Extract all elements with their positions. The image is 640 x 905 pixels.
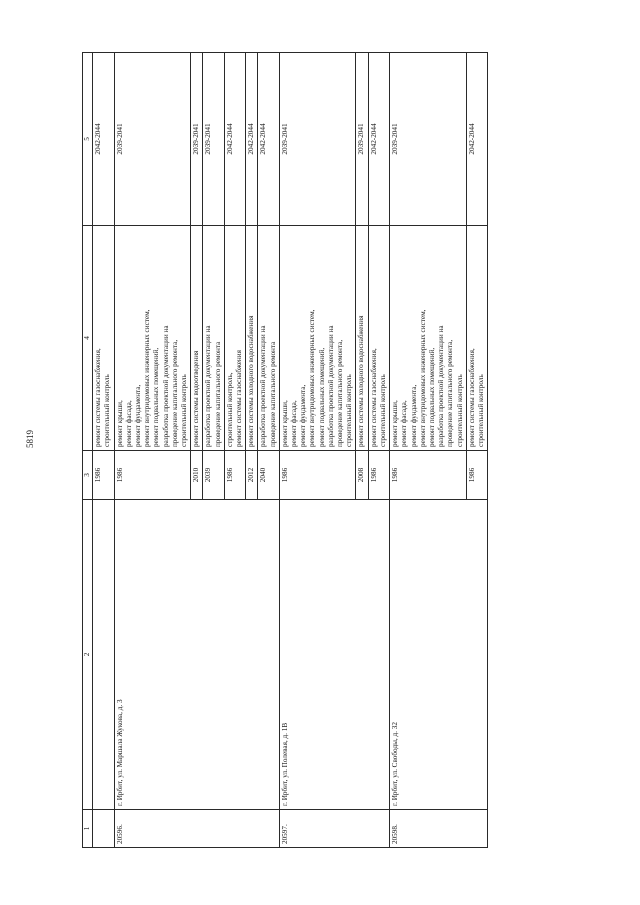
period-cell: 2042-2044 [93,53,114,226]
work-line: строительный контроль [378,374,387,447]
work-line: разработка проектной документации на [161,325,170,447]
work-line: ремонт фасада, [400,400,409,447]
period-cell: 2042-2044 [466,53,487,226]
work-line: ремонт фундамента, [134,384,143,447]
work-line: разработка проектной документации на [326,325,335,447]
work-type-cell [224,226,245,451]
work-line: ремонт крыши, [391,400,400,447]
work-line: ремонт подвальных помещений, [317,347,326,447]
year-cell: 1986 [279,451,356,500]
work-line: ремонт системы газоснабжения, [467,348,476,447]
year-cell: 1986 [93,451,114,500]
work-line: строительный контроль [455,374,464,447]
work-line: ремонт системы водоотведения [192,350,201,447]
year-cell: 1986 [224,451,245,500]
row-number-cell: 20597. [279,810,389,848]
header-col-3: 3 [83,451,93,500]
work-line: строительный контроль [103,374,112,447]
work-line: ремонт фундамента, [299,384,308,447]
work-line: строительный контроль [180,374,189,447]
work-line: ремонт системы газоснабжения [235,350,244,447]
header-col-1: 1 [83,810,93,848]
period-cell: 2039-2041 [279,53,356,226]
year-cell: 1986 [114,451,191,500]
year-cell: 1986 [368,451,389,500]
work-line: ремонт системы холодного водоснабжения [247,315,256,447]
address-cell: г. Ирбит, ул. Маршала Жукова, д. 3 [114,500,279,810]
work-type-cell [356,226,368,451]
work-line: ремонт подвальных помещений, [152,347,161,447]
work-line: ремонт подвальных помещений, [427,347,436,447]
work-line: проведение капитального ремонта, [170,339,179,447]
address-cell [93,500,114,810]
work-type-cell [279,226,356,451]
period-cell: 2039-2041 [191,53,203,226]
header-col-4: 4 [83,226,93,451]
work-line: ремонт системы газоснабжения, [369,348,378,447]
period-cell: 2039-2041 [203,53,224,226]
work-line: ремонт внутридомовых инженерных систем, [308,309,317,447]
year-cell: 2040 [258,451,279,500]
year-cell: 2012 [246,451,258,500]
year-cell: 2039 [203,451,224,500]
row-number-cell [93,810,114,848]
address-cell: г. Ирбит, ул. Свободы, д. 32 [390,500,488,810]
period-cell: 2039-2041 [114,53,191,226]
work-line: ремонт внутридомовых инженерных систем, [143,309,152,447]
work-line: ремонт системы газоснабжения, [94,348,103,447]
work-line: ремонт внутридомовых инженерных систем, [418,309,427,447]
period-cell: 2042-2044 [368,53,389,226]
table-body [83,53,488,848]
work-type-cell [203,226,224,451]
work-line: ремонт крыши, [280,400,289,447]
work-type-cell [246,226,258,451]
work-type-cell [466,226,487,451]
row-number-cell: 20598. [390,810,488,848]
work-type-cell [390,226,467,451]
period-cell: 2042-2044 [246,53,258,226]
work-line: ремонт системы холодного водоснабжения [357,315,366,447]
page-number: 5819 [25,430,35,448]
period-cell: 2042-2044 [224,53,245,226]
year-cell: 1986 [390,451,467,500]
table-row [114,53,191,848]
work-line: ремонт фасада, [124,400,133,447]
table-row [390,53,467,848]
address-cell: г. Ирбит, ул. Полевая, д. 1В [279,500,389,810]
period-cell: 2039-2041 [356,53,368,226]
work-line: проведение капитального ремонта, [446,339,455,447]
work-type-cell [258,226,279,451]
work-line: строительный контроль, [225,372,234,447]
work-type-cell [114,226,191,451]
work-line: ремонт крыши, [115,400,124,447]
year-cell: 2008 [356,451,368,500]
work-line: разработка проектной документации на [259,325,268,447]
table-row [93,53,114,848]
period-cell: 2039-2041 [390,53,467,226]
work-line: проведение капитального ремонта [213,341,222,447]
work-line: строительный контроль [345,374,354,447]
table-row [279,53,356,848]
work-type-cell [368,226,389,451]
work-line: проведение капитального ремонта, [336,339,345,447]
work-type-cell [191,226,203,451]
year-cell: 2010 [191,451,203,500]
work-type-cell [93,226,114,451]
work-line: ремонт фундамента, [409,384,418,447]
header-col-5: 5 [83,53,93,226]
repair-schedule-table [82,52,488,848]
header-row [83,53,93,848]
header-col-2: 2 [83,500,93,810]
work-line: строительный контроль [476,374,485,447]
year-cell: 1986 [466,451,487,500]
work-line: разработка проектной документации на [204,325,213,447]
period-cell: 2042-2044 [258,53,279,226]
work-line: ремонт фасада, [290,400,299,447]
rotated-table-container [82,78,580,848]
work-line: проведение капитального ремонта [268,341,277,447]
work-line: разработка проектной документации на [437,325,446,447]
row-number-cell: 20596. [114,810,279,848]
